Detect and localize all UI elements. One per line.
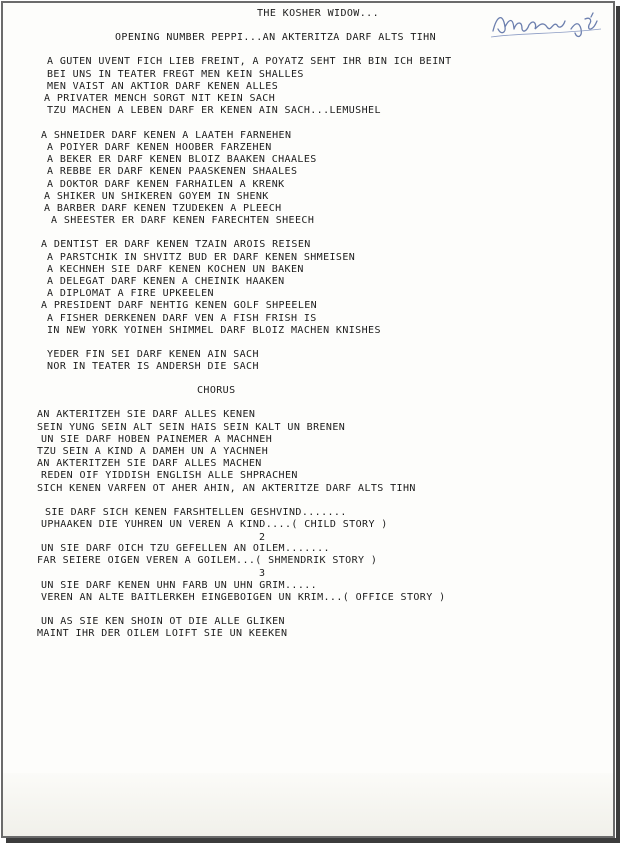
story-line-6: VEREN AN ALTE BAITLERKEH EINGEBOIGEN UN KRIM...( OFFICE STORY )	[41, 592, 446, 603]
story-number-2: 2	[259, 532, 266, 543]
chorus-line-7: SICH KENEN VARFEN OT AHER AHIN, AN AKTERITZE DARF ALTS TIHN	[37, 483, 416, 494]
verse-3-line-7: A FISHER DERKENEN DARF VEN A FISH FRISH IS	[47, 313, 317, 324]
verse-1-line-2: BEI UNS IN TEATER FREGT MEN KEIN SHALLES	[47, 69, 304, 80]
verse-3-line-1: A DENTIST ER DARF KENEN TZAIN AROIS REISEN	[41, 239, 311, 250]
story-line-2: UPHAAKEN DIE YUHREN UN VEREN A KIND....( CHILD STORY )	[41, 519, 388, 530]
verse-4-line-1: YEDER FIN SEI DARF KENEN AIN SACH	[47, 349, 259, 360]
story-line-5: UN SIE DARF KENEN UHN FARB UN UHN GRIM.....	[41, 580, 318, 591]
verse-2-line-1: A SHNEIDER DARF KENEN A LAATEH FARNEHEN	[41, 130, 292, 141]
verse-1-line-3: MEN VAIST AN AKTIOR DARF KENEN ALLES	[47, 81, 279, 92]
verse-2-line-7: A BARBER DARF KENEN TZUDEKEN A PLEECH	[44, 203, 282, 214]
closing-line-2: MAINT IHR DER OILEM LOIFT SIE UN KEEKEN	[37, 628, 288, 639]
verse-3-line-6: A PRESIDENT DARF NEHTIG KENEN GOLF SHPEELEN	[41, 300, 318, 311]
song-title: THE KOSHER WIDOW...	[257, 8, 379, 19]
chorus-line-5: AN AKTERITZEH SIE DARF ALLES MACHEN	[37, 458, 262, 469]
verse-2-line-4: A REBBE ER DARF KENEN PAASKENEN SHAALES	[47, 166, 298, 177]
handwritten-signature	[489, 7, 605, 41]
page-fold-shade	[3, 773, 613, 836]
verse-3-line-5: A DIPLOMAT A FIRE UPKEELEN	[47, 288, 214, 299]
verse-3-line-3: A KECHNEH SIE DARF KENEN KOCHEN UN BAKEN	[47, 264, 304, 275]
verse-1-line-4: A PRIVATER MENCH SORGT NIT KEIN SACH	[44, 93, 276, 104]
story-number-3: 3	[259, 568, 266, 579]
chorus-line-2: SEIN YUNG SEIN ALT SEIN HAIS SEIN KALT UN BRENEN	[37, 422, 346, 433]
verse-3-line-8: IN NEW YORK YOINEH SHIMMEL DARF BLOIZ MACHEN KNISHES	[47, 325, 381, 336]
page-shadow-right	[616, 6, 620, 842]
verse-4-line-2: NOR IN TEATER IS ANDERSH DIE SACH	[47, 361, 259, 372]
verse-3-line-2: A PARSTCHIK IN SHVITZ BUD ER DARF KENEN SHMEISEN	[47, 252, 356, 263]
story-line-4: FAR SEIERE OIGEN VEREN A GOILEM...( SHMENDRIK STORY )	[37, 555, 378, 566]
closing-line-1: UN AS SIE KEN SHOIN OT DIE ALLE GLIKEN	[41, 616, 285, 627]
verse-2-line-2: A POIYER DARF KENEN HOOBER FARZEHEN	[47, 142, 272, 153]
verse-2-line-6: A SHIKER UN SHIKEREN GOYEM IN SHENK	[44, 191, 269, 202]
chorus-line-1: AN AKTERITZEH SIE DARF ALLES KENEN	[37, 409, 256, 420]
verse-3-line-4: A DELEGAT DARF KENEN A CHEINIK HAAKEN	[47, 276, 285, 287]
chorus-line-3: UN SIE DARF HOBEN PAINEMER A MACHNEH	[41, 434, 273, 445]
story-line-1: SIE DARF SICH KENEN FARSHTELLEN GESHVIND.......	[45, 507, 347, 518]
verse-2-line-3: A BEKER ER DARF KENEN BLOIZ BAAKEN CHAALES	[47, 154, 317, 165]
document-page	[1, 1, 615, 838]
verse-1-line-5: TZU MACHEN A LEBEN DARF ER KENEN AIN SACH...LEMUSHEL	[47, 105, 381, 116]
chorus-heading: CHORUS	[197, 385, 236, 396]
story-line-3: UN SIE DARF OICH TZU GEFELLEN AN OILEM.......	[41, 543, 330, 554]
chorus-line-4: TZU SEIN A KIND A DAMEH UN A YACHNEH	[37, 446, 269, 457]
verse-1-line-1: A GUTEN UVENT FICH LIEB FREINT, A POYATZ SEHT IHR BIN ICH BEINT	[47, 56, 452, 67]
verse-2-line-5: A DOKTOR DARF KENEN FARHAILEN A KRENK	[47, 179, 285, 190]
chorus-line-6: REDEN OIF YIDDISH ENGLISH ALLE SHPRACHEN	[41, 470, 298, 481]
verse-2-line-8: A SHEESTER ER DARF KENEN FARECHTEN SHEECH	[51, 215, 315, 226]
song-subtitle: OPENING NUMBER PEPPI...AN AKTERITZA DARF ALTS TIHN	[115, 32, 437, 43]
page-shadow-bottom	[6, 838, 620, 843]
